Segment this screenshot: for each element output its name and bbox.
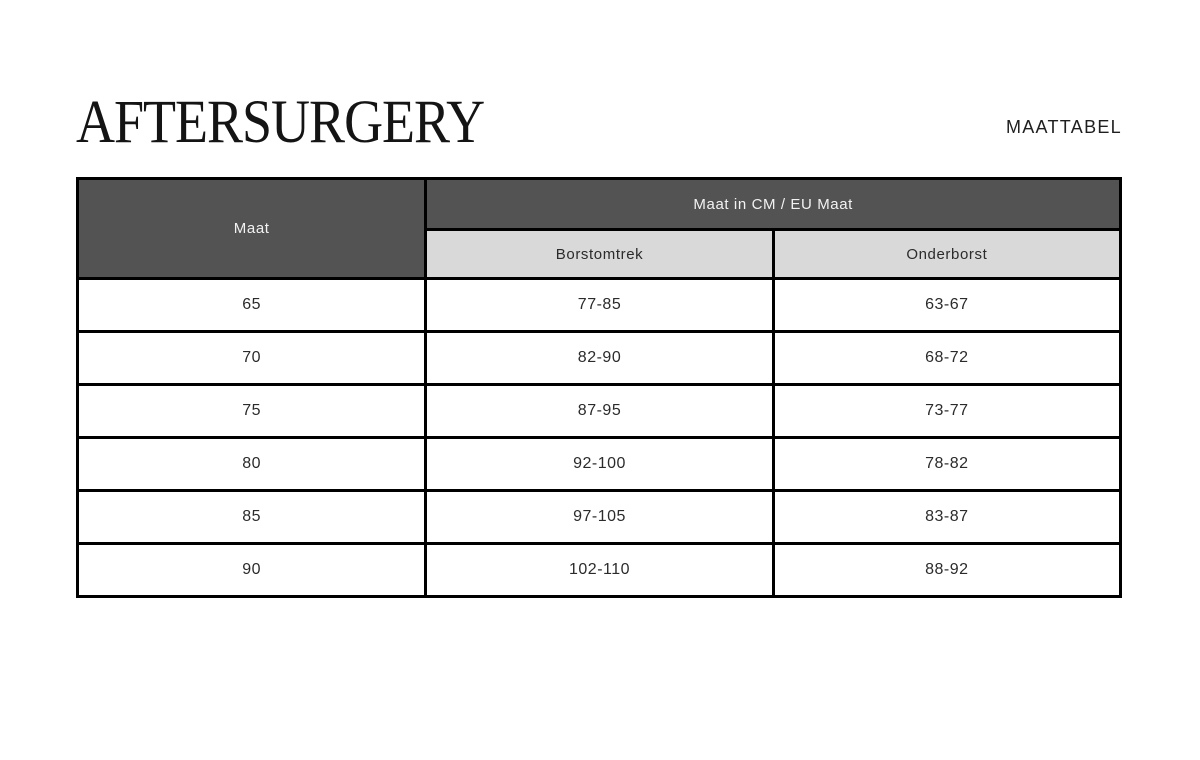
- onderborst-cell: 63-67: [773, 279, 1120, 332]
- borstomtrek-cell: 97-105: [426, 491, 773, 544]
- onderborst-cell: 68-72: [773, 332, 1120, 385]
- table-row: [78, 438, 1121, 491]
- table-row: [78, 279, 1121, 332]
- table-row: [78, 491, 1121, 544]
- maat-cell: 65: [78, 279, 426, 332]
- column-header-onderborst: Onderborst: [773, 230, 1120, 279]
- borstomtrek-cell: 82-90: [426, 332, 773, 385]
- borstomtrek-cell: 87-95: [426, 385, 773, 438]
- table-row: [78, 544, 1121, 597]
- onderborst-cell: 78-82: [773, 438, 1120, 491]
- size-table: [76, 177, 1122, 598]
- column-header-borstomtrek: Borstomtrek: [426, 230, 773, 279]
- group-header-row: [78, 179, 1121, 230]
- page-title: MAATTABEL: [1005, 117, 1122, 137]
- brand-logo: AFTERSURGERY: [76, 87, 485, 156]
- table-row: [78, 385, 1121, 438]
- table-row: [78, 332, 1121, 385]
- maat-cell: 85: [78, 491, 426, 544]
- borstomtrek-cell: 102-110: [426, 544, 773, 597]
- group-header-cm-eu: Maat in CM / EU Maat: [426, 179, 1121, 230]
- maat-cell: 90: [78, 544, 426, 597]
- onderborst-cell: 88-92: [773, 544, 1120, 597]
- maat-cell: 75: [78, 385, 426, 438]
- borstomtrek-cell: 77-85: [426, 279, 773, 332]
- maat-cell: 80: [78, 438, 426, 491]
- borstomtrek-cell: 92-100: [426, 438, 773, 491]
- onderborst-cell: 83-87: [773, 491, 1120, 544]
- column-header-maat: Maat: [78, 179, 426, 279]
- onderborst-cell: 73-77: [773, 385, 1120, 438]
- maat-cell: 70: [78, 332, 426, 385]
